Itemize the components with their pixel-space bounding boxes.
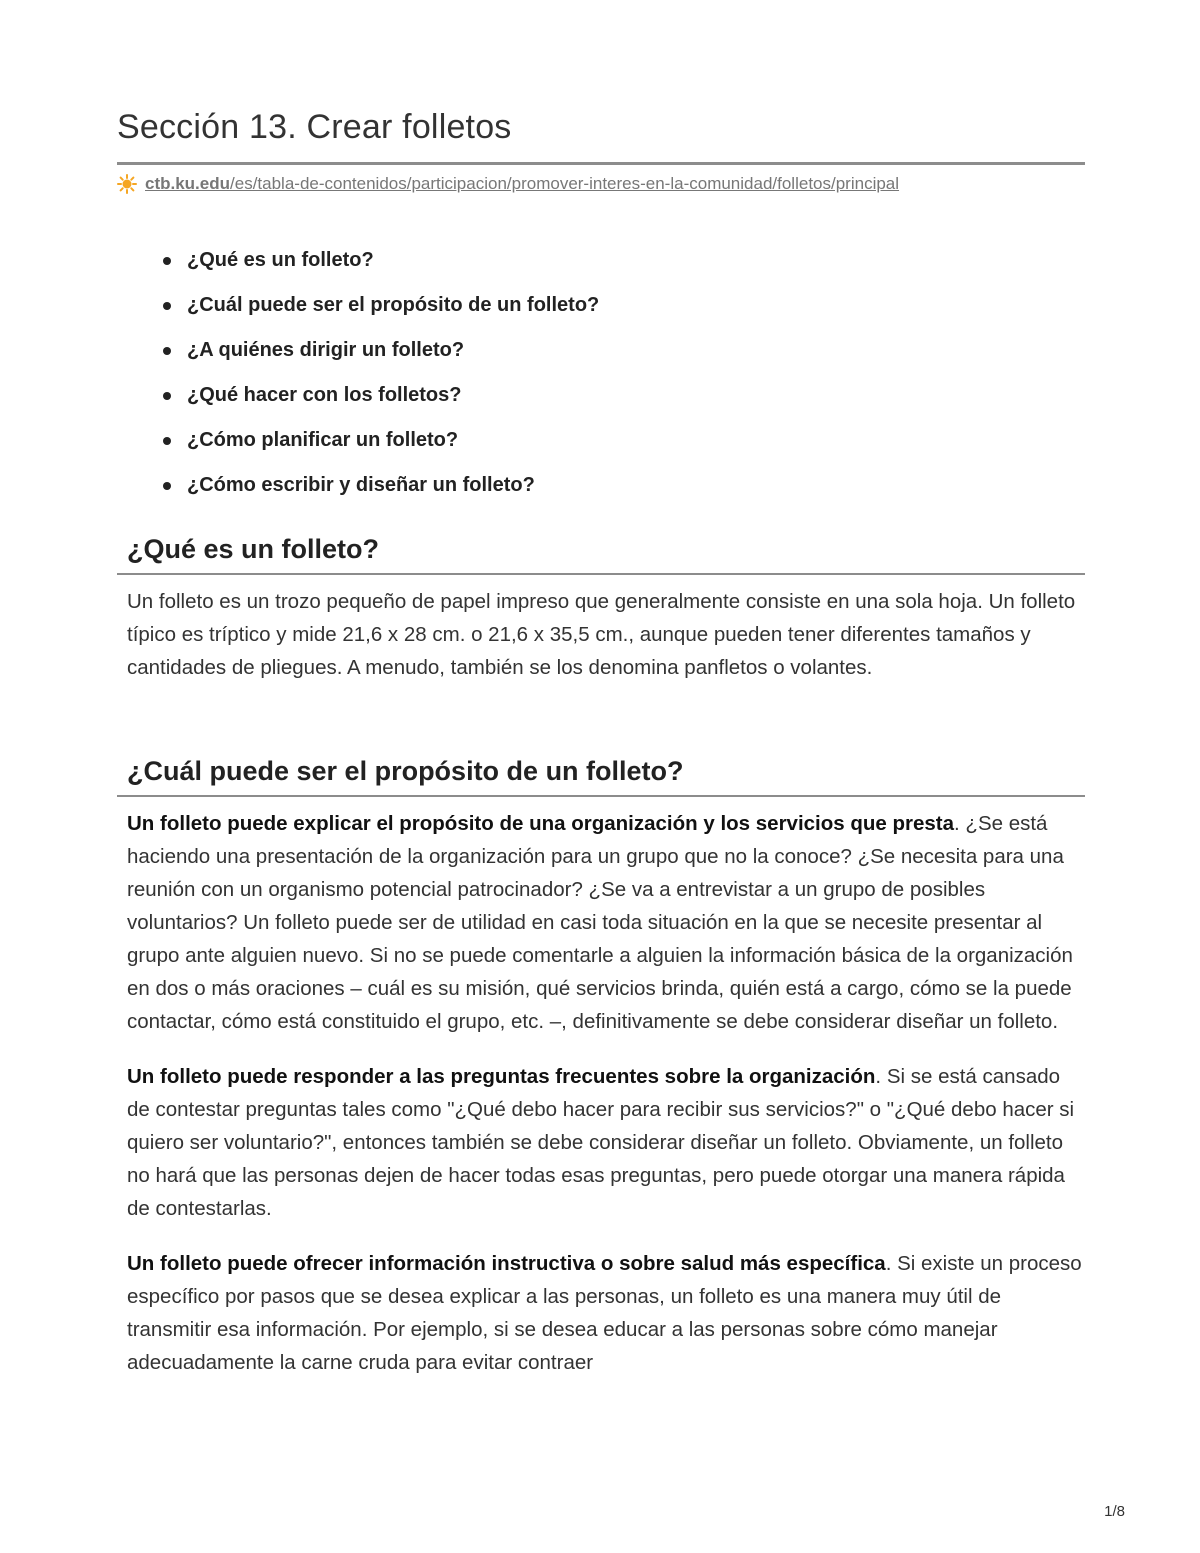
paragraph	[127, 1060, 1085, 1225]
title-divider	[117, 162, 1085, 165]
toc-item: ¿A quiénes dirigir un folleto?	[163, 334, 599, 379]
section-heading: ¿Cuál puede ser el propósito de un folleto?	[117, 756, 1085, 797]
table-of-contents	[163, 244, 599, 514]
source-link[interactable]	[145, 174, 899, 194]
source-link-row	[117, 174, 899, 194]
page-number: 1/8	[1104, 1503, 1125, 1520]
paragraph-text: . Si existe un proceso específico por pasos que se desea explicar a las personas, un folleto es una manera muy útil de transmitir esa información. Por ejemplo, si se desea educar a las personas sobre cómo manejar adecuadamente la carne cruda para evitar contraer	[127, 1252, 1082, 1374]
toc-item: ¿Qué es un folleto?	[163, 244, 599, 289]
paragraph-lead: Un folleto puede explicar el propósito de una organización y los servicios que presta	[127, 812, 955, 835]
paragraph	[127, 585, 1085, 684]
source-domain: ctb.ku.edu	[145, 174, 231, 193]
section-heading: ¿Qué es un folleto?	[117, 534, 1085, 575]
paragraph-lead: Un folleto puede ofrecer información instructiva o sobre salud más específica	[127, 1252, 886, 1275]
paragraph-lead: Un folleto puede responder a las preguntas frecuentes sobre la organización	[127, 1065, 876, 1088]
paragraph	[127, 807, 1085, 1038]
toc-item: ¿Cómo planificar un folleto?	[163, 424, 599, 469]
sun-icon	[117, 174, 137, 194]
section-que-es	[127, 534, 1085, 684]
section-proposito	[127, 756, 1085, 1379]
toc-item: ¿Qué hacer con los folletos?	[163, 379, 599, 424]
toc-item: ¿Cuál puede ser el propósito de un folleto?	[163, 289, 599, 334]
toc-item: ¿Cómo escribir y diseñar un folleto?	[163, 469, 599, 514]
paragraph-text: . Si se está cansado de contestar preguntas tales como "¿Qué debo hacer para recibir sus servicios?" o "¿Qué debo hacer si quiero ser voluntario?", entonces también se debe considerar diseñar un folleto. Obviamente, un folleto no hará que las personas dejen de hacer todas esas preguntas, pero puede otorgar una manera rápida de contestarlas.	[127, 1065, 1075, 1220]
source-path: /es/tabla-de-contenidos/participacion/promover-interes-en-la-comunidad/folletos/principal	[230, 174, 900, 193]
paragraph-text: . ¿Se está haciendo una presentación de la organización para un grupo que no la conoce? ¿Se necesita para una reunión con un organismo potencial patrocinador? ¿Se va a entrevistar a un grupo de posibles voluntarios? Un folleto puede ser de utilidad en casi toda situación en la que se necesite presentar al grupo ante alguien nuevo. Si no se puede comentarle a alguien la información básica de la organización en dos o más oraciones – cuál es su misión, qué servicios brinda, quién está a cargo, cómo se la puede contactar, cómo está constituido el grupo, etc. –, definitivamente se debe considerar diseñar un folleto.	[127, 812, 1073, 1033]
page-title: Sección 13. Crear folletos	[117, 108, 512, 146]
paragraph	[127, 1247, 1085, 1379]
paragraph-text: Un folleto es un trozo pequeño de papel impreso que generalmente consiste en una sola hoja. Un folleto típico es tríptico y mide 21,6 x 28 cm. o 21,6 x 35,5 cm., aunque pueden tener diferentes tamaños y cantidades de pliegues. A menudo, también se los denomina panfletos o volantes.	[127, 590, 1076, 679]
